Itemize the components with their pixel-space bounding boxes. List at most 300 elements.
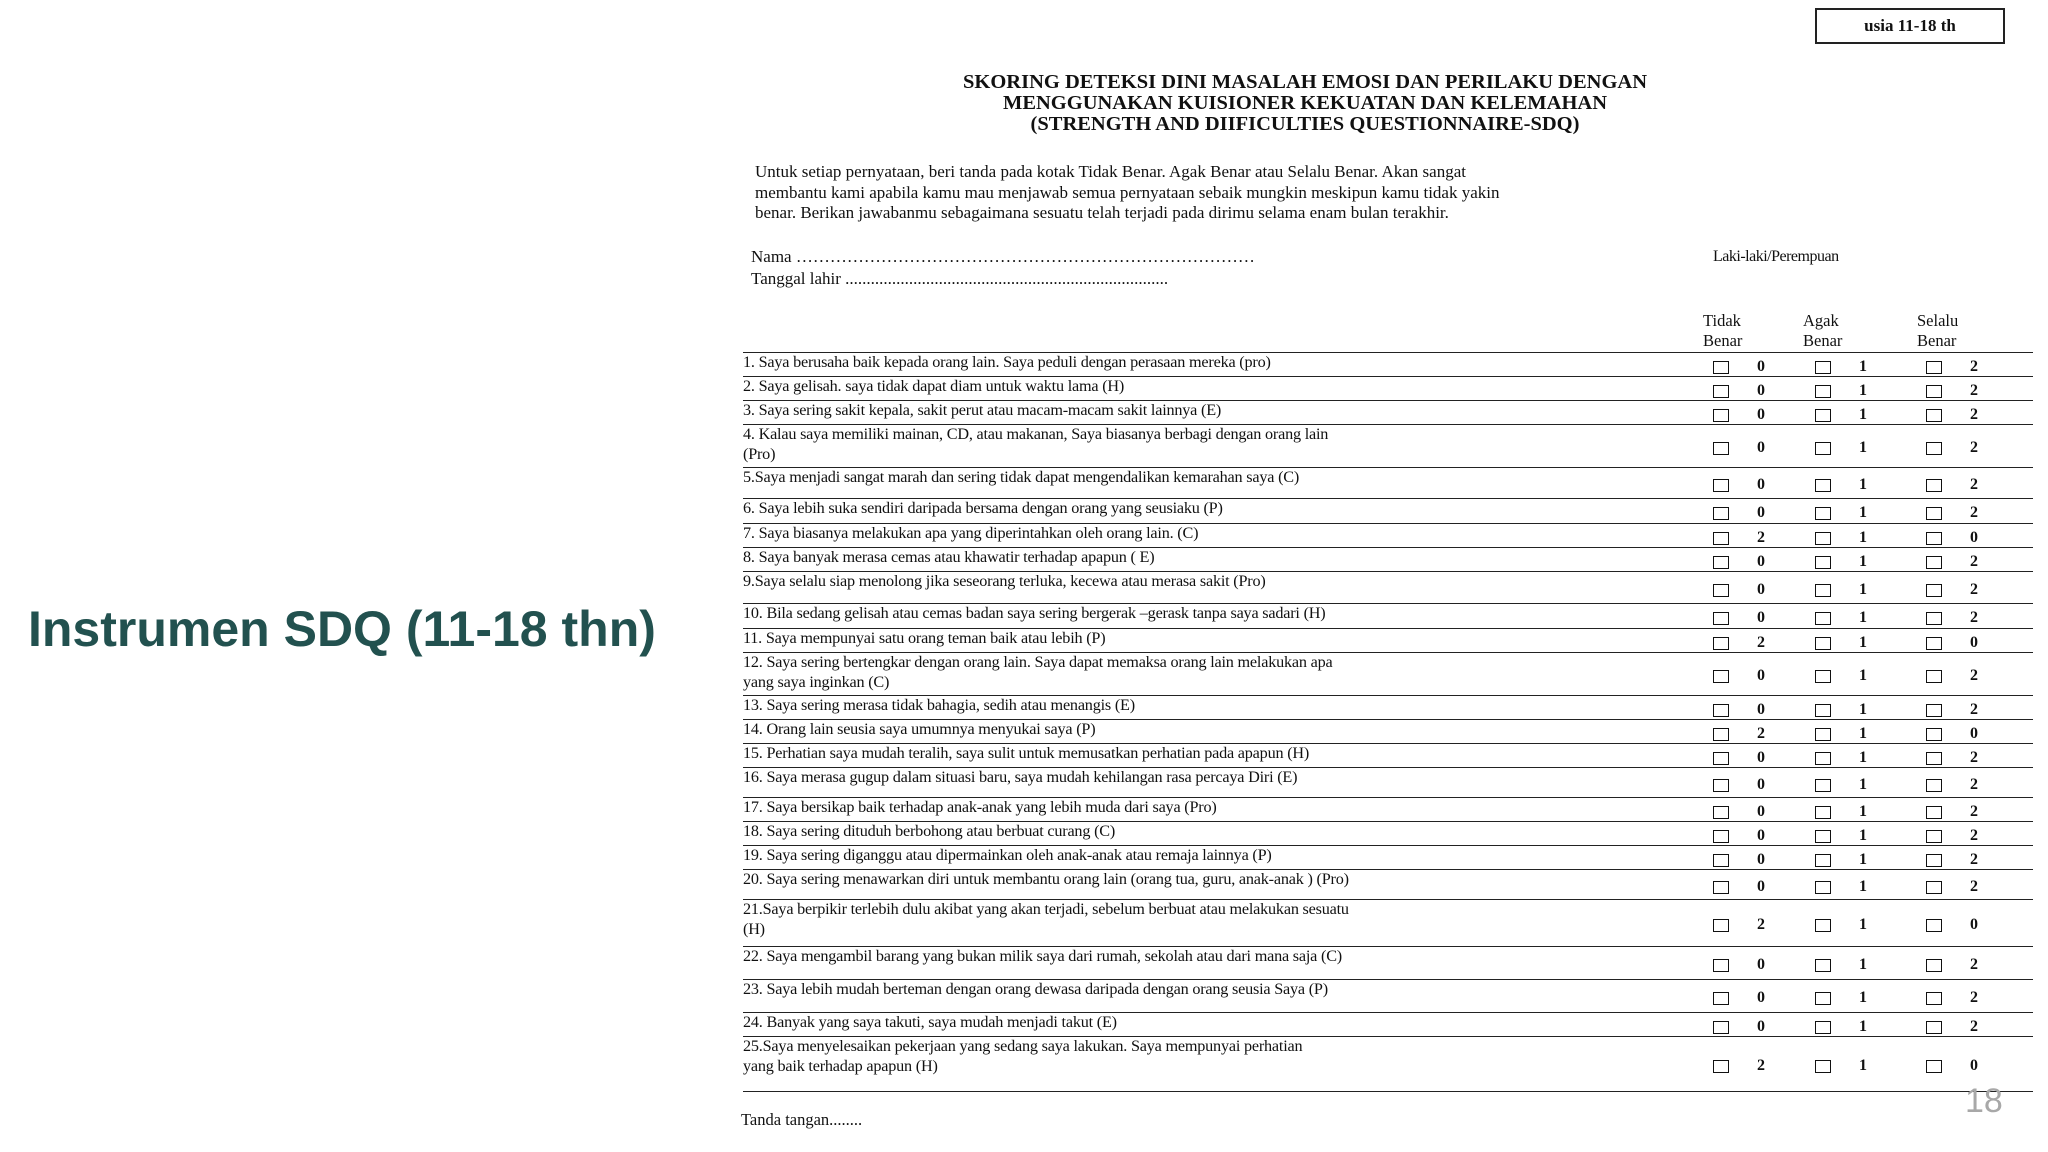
score-value: 1 — [1859, 802, 1867, 820]
option-tidak-benar[interactable] — [1713, 701, 1803, 721]
option-selalu-benar[interactable] — [1926, 725, 2016, 745]
score-value: 0 — [1757, 826, 1765, 844]
question-row — [743, 498, 2033, 523]
score-value: 2 — [1970, 1017, 1978, 1035]
question-row — [743, 547, 2033, 571]
question-text — [743, 524, 1733, 544]
checkbox[interactable] — [1815, 806, 1831, 819]
score-value: 1 — [1859, 748, 1867, 766]
checkbox[interactable] — [1815, 1060, 1831, 1073]
option-tidak-benar[interactable] — [1713, 1057, 1803, 1077]
option-agak-benar[interactable] — [1815, 382, 1905, 402]
question-text — [743, 629, 1733, 649]
checkbox[interactable] — [1926, 752, 1942, 765]
option-selalu-benar[interactable] — [1926, 851, 2016, 871]
option-selalu-benar[interactable] — [1926, 634, 2016, 654]
score-value: 0 — [1757, 476, 1765, 493]
question-text-line: 1. Saya berusaha baik kepada orang lain. Saya peduli dengan perasaan mereka (pro) — [743, 353, 1271, 371]
score-value: 1 — [1859, 1057, 1867, 1074]
option-agak-benar[interactable] — [1815, 609, 1905, 629]
score-value: 0 — [1757, 609, 1765, 626]
score-value: 0 — [1970, 916, 1978, 933]
score-value: 2 — [1970, 667, 1978, 684]
title-line: MENGGUNAKAN KUISIONER KEKUATAN DAN KELEMAHAN — [1002, 92, 1608, 114]
option-agak-benar[interactable] — [1815, 701, 1905, 721]
score-value: 0 — [1757, 850, 1765, 868]
question-text-line: 7. Saya biasanya melakukan apa yang diperintahkan oleh orang lain. (C) — [743, 524, 1199, 542]
question-text-line: 19. Saya sering diganggu atau dipermainkan oleh anak-anak atau remaja lainnya (P) — [743, 846, 1272, 864]
question-text-line: 6. Saya lebih suka sendiri daripada bersama dengan orang yang seusiaku (P) — [743, 499, 1223, 517]
score-value: 1 — [1859, 476, 1867, 493]
option-tidak-benar[interactable] — [1713, 803, 1803, 823]
score-value: 2 — [1970, 850, 1978, 868]
question-text — [743, 401, 1733, 421]
checkbox[interactable] — [1926, 385, 1942, 398]
checkbox[interactable] — [1713, 670, 1729, 683]
score-value: 1 — [1859, 439, 1867, 456]
question-text — [743, 768, 1733, 788]
checkbox[interactable] — [1713, 1060, 1729, 1073]
score-value: 1 — [1859, 956, 1867, 973]
option-tidak-benar[interactable] — [1713, 851, 1803, 871]
checkbox[interactable] — [1713, 806, 1729, 819]
option-agak-benar[interactable] — [1815, 916, 1905, 936]
checkbox[interactable] — [1815, 919, 1831, 932]
question-text-line: 5.Saya menjadi sangat marah dan sering tidak dapat mengendalikan kemarahan saya (C) — [743, 468, 1300, 486]
question-row — [743, 845, 2033, 869]
score-value: 2 — [1757, 724, 1765, 742]
question-text — [743, 353, 1733, 373]
option-tidak-benar[interactable] — [1713, 827, 1803, 847]
question-row — [743, 821, 2033, 845]
score-value: 0 — [1757, 439, 1765, 456]
score-value: 1 — [1859, 700, 1867, 718]
question-text-line: 4. Kalau saya memiliki mainan, CD, atau makanan, Saya biasanya berbagi dengan orang lain — [743, 425, 1329, 443]
option-agak-benar[interactable] — [1815, 529, 1905, 549]
instruction-line: benar. Berikan jawabanmu sebagaimana sesuatu telah terjadi pada dirimu selama enam bulan terakhir. — [755, 203, 1449, 222]
option-tidak-benar[interactable] — [1713, 406, 1803, 426]
birthdate-field: Tanggal lahir ............................................................................ — [751, 269, 1169, 288]
score-value: 2 — [1970, 748, 1978, 766]
title-line: SKORING DETEKSI DINI MASALAH EMOSI DAN PERILAKU DENGAN — [963, 71, 1647, 93]
question-text — [743, 425, 1733, 464]
checkbox[interactable] — [1926, 612, 1942, 625]
question-row — [743, 899, 2033, 946]
option-selalu-benar[interactable] — [1926, 406, 2016, 426]
checkbox[interactable] — [1926, 637, 1942, 650]
checkbox[interactable] — [1926, 479, 1942, 492]
option-tidak-benar[interactable] — [1713, 553, 1803, 573]
score-value: 1 — [1859, 916, 1867, 933]
checkbox[interactable] — [1815, 479, 1831, 492]
checkbox[interactable] — [1815, 584, 1831, 597]
option-selalu-benar[interactable] — [1926, 1057, 2016, 1077]
checkbox[interactable] — [1815, 992, 1831, 1005]
question-text — [743, 720, 1733, 740]
checkbox[interactable] — [1926, 704, 1942, 717]
option-selalu-benar[interactable] — [1926, 749, 2016, 769]
score-value: 0 — [1970, 1057, 1978, 1074]
checkbox[interactable] — [1815, 385, 1831, 398]
question-text — [743, 870, 1733, 890]
checkbox[interactable] — [1713, 881, 1729, 894]
option-agak-benar[interactable] — [1815, 1018, 1905, 1038]
checkbox[interactable] — [1926, 409, 1942, 422]
checkbox[interactable] — [1815, 881, 1831, 894]
question-text-line: 9.Saya selalu siap menolong jika seseorang terluka, kecewa atau merasa sakit (Pro) — [743, 572, 1266, 590]
score-value: 2 — [1970, 405, 1978, 423]
score-value: 1 — [1859, 580, 1867, 598]
option-tidak-benar[interactable] — [1713, 529, 1803, 549]
score-value: 1 — [1859, 357, 1867, 375]
score-value: 1 — [1859, 405, 1867, 423]
checkbox[interactable] — [1713, 584, 1729, 597]
question-row — [743, 523, 2033, 547]
score-value: 0 — [1757, 504, 1765, 521]
option-selalu-benar[interactable] — [1926, 916, 2016, 936]
checkbox[interactable] — [1713, 479, 1729, 492]
checkbox[interactable] — [1926, 992, 1942, 1005]
option-agak-benar[interactable] — [1815, 725, 1905, 745]
option-selalu-benar[interactable] — [1926, 989, 2016, 1009]
option-tidak-benar[interactable] — [1713, 358, 1803, 378]
score-value: 0 — [1757, 802, 1765, 820]
questionnaire-title — [795, 72, 1815, 135]
checkbox[interactable] — [1926, 830, 1942, 843]
score-value: 0 — [1757, 956, 1765, 973]
score-value: 0 — [1757, 552, 1765, 570]
checkbox[interactable] — [1713, 704, 1729, 717]
option-tidak-benar[interactable] — [1713, 916, 1803, 936]
score-value: 0 — [1757, 700, 1765, 718]
option-agak-benar[interactable] — [1815, 878, 1905, 898]
question-row — [743, 1036, 2033, 1091]
checkbox[interactable] — [1926, 959, 1942, 972]
option-agak-benar[interactable] — [1815, 667, 1905, 687]
option-agak-benar[interactable] — [1815, 358, 1905, 378]
option-selalu-benar[interactable] — [1926, 956, 2016, 976]
score-value: 2 — [1970, 775, 1978, 793]
score-value: 1 — [1859, 552, 1867, 570]
question-text-line: 8. Saya banyak merasa cemas atau khawatir terhadap apapun ( E) — [743, 548, 1155, 566]
option-agak-benar[interactable] — [1815, 476, 1905, 496]
checkbox[interactable] — [1713, 992, 1729, 1005]
option-agak-benar[interactable] — [1815, 439, 1905, 459]
score-value: 1 — [1859, 826, 1867, 844]
option-agak-benar[interactable] — [1815, 749, 1905, 769]
question-row — [743, 571, 2033, 603]
option-selalu-benar[interactable] — [1926, 609, 2016, 629]
checkbox[interactable] — [1815, 830, 1831, 843]
score-value: 0 — [1970, 528, 1978, 546]
score-value: 1 — [1859, 667, 1867, 684]
checkbox[interactable] — [1926, 1021, 1942, 1034]
score-value: 2 — [1970, 504, 1978, 521]
score-value: 1 — [1859, 850, 1867, 868]
option-selalu-benar[interactable] — [1926, 1018, 2016, 1038]
checkbox[interactable] — [1815, 361, 1831, 374]
option-tidak-benar[interactable] — [1713, 382, 1803, 402]
question-row — [743, 424, 2033, 467]
checkbox[interactable] — [1815, 752, 1831, 765]
question-text-line: 2. Saya gelisah. saya tidak dapat diam untuk waktu lama (H) — [743, 377, 1125, 395]
checkbox[interactable] — [1926, 556, 1942, 569]
option-selalu-benar[interactable] — [1926, 803, 2016, 823]
checkbox[interactable] — [1713, 409, 1729, 422]
checkbox[interactable] — [1713, 637, 1729, 650]
option-selalu-benar[interactable] — [1926, 553, 2016, 573]
checkbox[interactable] — [1926, 779, 1942, 792]
option-selalu-benar[interactable] — [1926, 701, 2016, 721]
checkbox[interactable] — [1926, 919, 1942, 932]
question-row — [743, 628, 2033, 652]
option-selalu-benar[interactable] — [1926, 581, 2016, 601]
checkbox[interactable] — [1713, 1021, 1729, 1034]
age-range-badge: usia 11-18 th — [1815, 8, 2005, 44]
score-value: 1 — [1859, 609, 1867, 626]
option-agak-benar[interactable] — [1815, 956, 1905, 976]
table-bottom-rule — [743, 1091, 2033, 1092]
score-value: 1 — [1859, 877, 1867, 895]
score-value: 0 — [1757, 667, 1765, 684]
checkbox[interactable] — [1713, 612, 1729, 625]
question-row — [743, 719, 2033, 743]
question-text-line: 10. Bila sedang gelisah atau cemas badan saya sering bergerak –gerask tanpa saya sadari (H) — [743, 604, 1326, 622]
question-text — [743, 947, 1733, 967]
score-value: 2 — [1757, 633, 1765, 651]
option-tidak-benar[interactable] — [1713, 989, 1803, 1009]
checkbox[interactable] — [1926, 584, 1942, 597]
option-selalu-benar[interactable] — [1926, 827, 2016, 847]
checkbox[interactable] — [1815, 556, 1831, 569]
question-text-line: 24. Banyak yang saya takuti, saya mudah menjadi takut (E) — [743, 1013, 1117, 1031]
checkbox[interactable] — [1926, 854, 1942, 867]
option-agak-benar[interactable] — [1815, 776, 1905, 796]
checkbox[interactable] — [1815, 854, 1831, 867]
page-number: 18 — [1965, 1082, 2003, 1120]
score-value: 2 — [1757, 1057, 1765, 1074]
checkbox[interactable] — [1926, 507, 1942, 520]
checkbox[interactable] — [1713, 556, 1729, 569]
score-value: 2 — [1970, 877, 1978, 895]
checkbox[interactable] — [1815, 507, 1831, 520]
option-agak-benar[interactable] — [1815, 851, 1905, 871]
score-value: 0 — [1757, 989, 1765, 1006]
instruction-line: Untuk setiap pernyataan, beri tanda pada kotak Tidak Benar. Agak Benar atau Selalu Benar. Akan sangat — [755, 162, 1466, 181]
question-text — [743, 822, 1733, 842]
checkbox[interactable] — [1713, 919, 1729, 932]
option-tidak-benar[interactable] — [1713, 634, 1803, 654]
checkbox[interactable] — [1815, 670, 1831, 683]
option-tidak-benar[interactable] — [1713, 749, 1803, 769]
checkbox[interactable] — [1926, 442, 1942, 455]
checkbox[interactable] — [1815, 728, 1831, 741]
score-value: 2 — [1970, 802, 1978, 820]
score-value: 0 — [1970, 633, 1978, 651]
checkbox[interactable] — [1713, 752, 1729, 765]
question-text-line: yang baik terhadap apapun (H) — [743, 1056, 938, 1075]
question-row — [743, 352, 2033, 376]
question-text-line: (H) — [743, 919, 765, 938]
signature-field: Tanda tangan........ — [741, 1110, 863, 1129]
question-row — [743, 797, 2033, 821]
question-row — [743, 743, 2033, 767]
instruction-line: membantu kami apabila kamu mau menjawab semua pernyataan sebaik mungkin meskipun kamu tidak yakin — [755, 182, 1500, 202]
checkbox[interactable] — [1815, 959, 1831, 972]
question-text-line: 20. Saya sering menawarkan diri untuk membantu orang lain (orang tua, guru, anak-anak ) (Pro) — [743, 870, 1349, 888]
checkbox[interactable] — [1815, 779, 1831, 792]
checkbox[interactable] — [1713, 854, 1729, 867]
checkbox[interactable] — [1926, 728, 1942, 741]
option-agak-benar[interactable] — [1815, 553, 1905, 573]
score-value: 2 — [1970, 826, 1978, 844]
column-header-selalu-benar: Selalu Benar — [1917, 311, 1959, 350]
question-text — [743, 653, 1733, 692]
score-value: 1 — [1859, 775, 1867, 793]
column-header-agak-benar: Agak Benar — [1803, 311, 1843, 350]
checkbox[interactable] — [1713, 830, 1729, 843]
checkbox[interactable] — [1713, 728, 1729, 741]
option-agak-benar[interactable] — [1815, 634, 1905, 654]
checkbox[interactable] — [1815, 612, 1831, 625]
option-tidak-benar[interactable] — [1713, 878, 1803, 898]
question-text-line: 18. Saya sering dituduh berbohong atau berbuat curang (C) — [743, 822, 1116, 840]
score-value: 2 — [1970, 700, 1978, 718]
checkbox[interactable] — [1713, 442, 1729, 455]
checkbox[interactable] — [1713, 959, 1729, 972]
option-tidak-benar[interactable] — [1713, 581, 1803, 601]
question-row — [743, 400, 2033, 424]
question-text-line: 11. Saya mempunyai satu orang teman baik atau lebih (P) — [743, 629, 1106, 647]
checkbox[interactable] — [1926, 670, 1942, 683]
question-row — [743, 869, 2033, 899]
option-selalu-benar[interactable] — [1926, 439, 2016, 459]
question-text — [743, 1013, 1733, 1033]
score-value: 2 — [1970, 609, 1978, 626]
checkbox[interactable] — [1713, 385, 1729, 398]
option-agak-benar[interactable] — [1815, 406, 1905, 426]
question-text — [743, 696, 1733, 716]
checkbox[interactable] — [1815, 442, 1831, 455]
checkbox[interactable] — [1713, 361, 1729, 374]
question-row — [743, 603, 2033, 628]
checkbox[interactable] — [1713, 507, 1729, 520]
option-tidak-benar[interactable] — [1713, 1018, 1803, 1038]
option-tidak-benar[interactable] — [1713, 504, 1803, 524]
question-row — [743, 946, 2033, 979]
option-selalu-benar[interactable] — [1926, 476, 2016, 496]
question-text-line: 15. Perhatian saya mudah teralih, saya sulit untuk memusatkan perhatian pada apapun (H) — [743, 744, 1310, 762]
score-value: 0 — [1757, 580, 1765, 598]
score-value: 0 — [1757, 877, 1765, 895]
question-text — [743, 377, 1733, 397]
question-text-line: yang saya inginkan (C) — [743, 672, 890, 691]
question-text — [743, 468, 1733, 488]
option-agak-benar[interactable] — [1815, 827, 1905, 847]
score-value: 0 — [1757, 748, 1765, 766]
option-selalu-benar[interactable] — [1926, 529, 2016, 549]
score-value: 0 — [1970, 724, 1978, 742]
sdq-questionnaire — [735, 0, 2035, 1152]
score-value: 1 — [1859, 1017, 1867, 1035]
question-text — [743, 572, 1733, 592]
option-selalu-benar[interactable] — [1926, 667, 2016, 687]
option-agak-benar[interactable] — [1815, 1057, 1905, 1077]
option-tidak-benar[interactable] — [1713, 609, 1803, 629]
title-line: (STRENGTH AND DIIFICULTIES QUESTIONNAIRE-SDQ) — [1030, 113, 1580, 135]
option-agak-benar[interactable] — [1815, 803, 1905, 823]
name-field: Nama ……………………………………………………………………… — [751, 247, 1255, 266]
question-text-line: 23. Saya lebih mudah berteman dengan orang dewasa daripada dengan orang seusia Saya (P) — [743, 980, 1328, 998]
option-selalu-benar[interactable] — [1926, 504, 2016, 524]
score-value: 0 — [1757, 381, 1765, 399]
checkbox[interactable] — [1926, 1060, 1942, 1073]
question-text — [743, 798, 1733, 818]
score-value: 2 — [1970, 476, 1978, 493]
checkbox[interactable] — [1815, 704, 1831, 717]
question-text-line: 22. Saya mengambil barang yang bukan milik saya dari rumah, sekolah atau dari mana saja (C) — [743, 947, 1342, 965]
checkbox[interactable] — [1815, 637, 1831, 650]
option-tidak-benar[interactable] — [1713, 476, 1803, 496]
question-text — [743, 900, 1733, 939]
question-text-line: 21.Saya berpikir terlebih dulu akibat yang akan terjadi, sebelum berbuat atau melakukan sesuatu — [743, 900, 1349, 918]
score-value: 1 — [1859, 989, 1867, 1006]
question-text — [743, 846, 1733, 866]
instructions — [755, 162, 1895, 224]
checkbox[interactable] — [1815, 409, 1831, 422]
score-value: 2 — [1970, 381, 1978, 399]
option-selalu-benar[interactable] — [1926, 878, 2016, 898]
option-agak-benar[interactable] — [1815, 504, 1905, 524]
checkbox[interactable] — [1926, 532, 1942, 545]
checkbox[interactable] — [1815, 532, 1831, 545]
option-tidak-benar[interactable] — [1713, 956, 1803, 976]
question-text — [743, 548, 1733, 568]
score-value: 0 — [1757, 357, 1765, 375]
question-text — [743, 1037, 1733, 1076]
question-text — [743, 499, 1733, 519]
option-selalu-benar[interactable] — [1926, 776, 2016, 796]
option-agak-benar[interactable] — [1815, 581, 1905, 601]
option-agak-benar[interactable] — [1815, 989, 1905, 1009]
question-text — [743, 604, 1733, 624]
option-selalu-benar[interactable] — [1926, 358, 2016, 378]
checkbox[interactable] — [1926, 881, 1942, 894]
score-value: 0 — [1757, 1017, 1765, 1035]
option-tidak-benar[interactable] — [1713, 439, 1803, 459]
question-text-line: 14. Orang lain seusia saya umumnya menyukai saya (P) — [743, 720, 1096, 738]
score-value: 1 — [1859, 528, 1867, 546]
score-value: 2 — [1757, 916, 1765, 933]
option-tidak-benar[interactable] — [1713, 725, 1803, 745]
option-selalu-benar[interactable] — [1926, 382, 2016, 402]
checkbox[interactable] — [1815, 1021, 1831, 1034]
score-value: 0 — [1757, 775, 1765, 793]
checkbox[interactable] — [1713, 779, 1729, 792]
question-row — [743, 376, 2033, 400]
score-value: 1 — [1859, 724, 1867, 742]
score-value: 1 — [1859, 504, 1867, 521]
option-tidak-benar[interactable] — [1713, 667, 1803, 687]
question-text — [743, 744, 1733, 764]
checkbox[interactable] — [1926, 361, 1942, 374]
question-text — [743, 980, 1733, 1000]
checkbox[interactable] — [1926, 806, 1942, 819]
score-value: 2 — [1757, 528, 1765, 546]
option-tidak-benar[interactable] — [1713, 776, 1803, 796]
checkbox[interactable] — [1713, 532, 1729, 545]
score-value: 2 — [1970, 552, 1978, 570]
